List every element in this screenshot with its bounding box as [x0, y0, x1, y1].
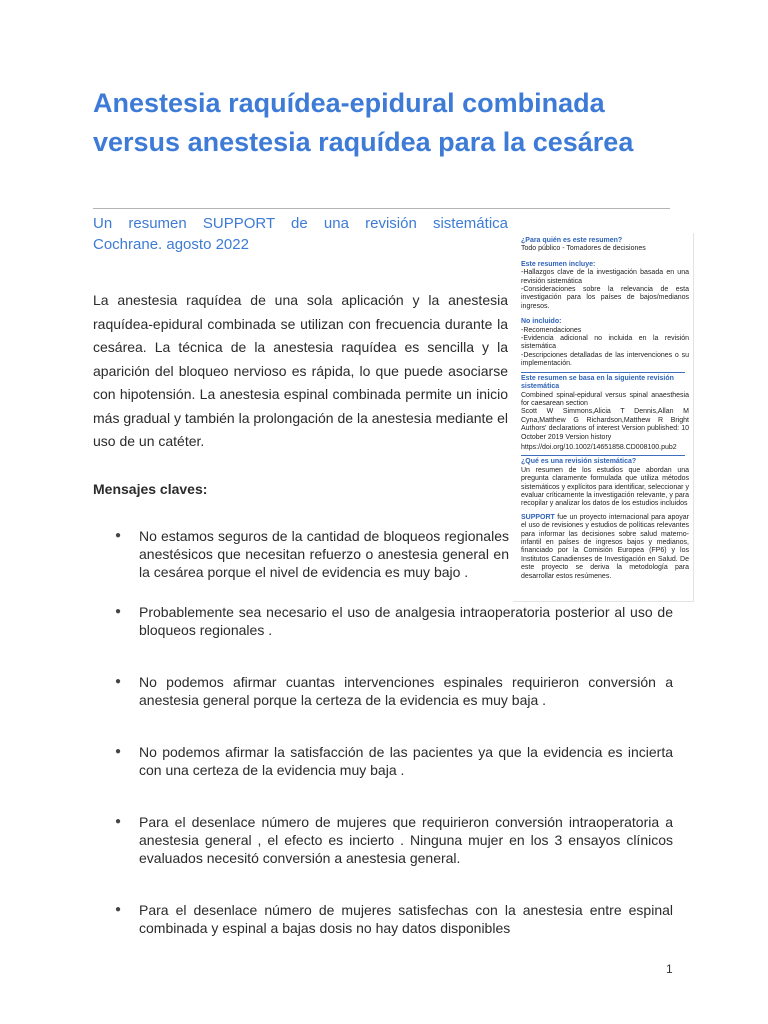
sidebar-includes-item: -Consideraciones sobre la relevancia de esta investigación para los países de bajos/medianos ingresos. [521, 286, 689, 310]
subtitle-line-1: Un resumen SUPPORT de una revisión sistemática [93, 215, 508, 232]
bullet-icon: ● [115, 530, 122, 541]
key-messages-heading: Mensajes claves: [93, 481, 208, 497]
list-item-text: Probablemente sea necesario el uso de analgesia intraoperatoria posterior al uso de bloqueos regionales . [139, 604, 673, 638]
list-item-text: No estamos seguros de la cantidad de bloqueos regionales anestésicos que necesitan refuerzo o anestesia general en la cesárea porque el nivel de evidencia es muy bajo . [139, 528, 509, 580]
sidebar-review-authors: Scott W Simmons,Alicia T Dennis,Allan M Cyna,Matthew G Richardson,Matthew R Bright Authors' declarations of interest Version published: 10 October 2019 Version history [521, 408, 689, 441]
sidebar-excludes-item: -Evidencia adicional no incluida en la revisión sistemática [521, 335, 689, 351]
list-item [93, 673, 673, 709]
intro-paragraph: La anestesia raquídea de una sola aplicación y la anestesia raquídea‑epidural combinada se utilizan con frecuencia durante la cesárea. La técnica de la anestesia raquídea es sencilla y la aparición del bloqueo nervioso es rápida, lo que puede asociarse con hipotensión. La anestesia espinal combinada permite un inicio más gradual y también la prolongación de la anestesia mediante el uso de un catéter. [93, 292, 508, 449]
list-item-text: Para el desenlace número de mujeres satisfechas con la anestesia entre espinal combinada y espinal a bajas dosis no hay datos disponibles [139, 902, 673, 936]
sidebar-review-doi[interactable]: https://doi.org/10.1002/14651858.CD008100.pub2 [521, 443, 677, 451]
sidebar-excludes-item: -Recomendaciones [521, 326, 582, 334]
page-title: Anestesia raquídea‑epidural combinada versus anestesia raquídea para la cesárea [93, 88, 634, 157]
title-divider [93, 208, 670, 209]
sidebar-includes-item: -Hallazgos clave de la investigación basada en una revisión sistemática [521, 269, 689, 285]
sidebar-support-label: SUPPORT [521, 513, 555, 521]
subtitle [93, 213, 508, 255]
sidebar-excludes-item: -Descripciones detalladas de las intervenciones o su implementación. [521, 351, 689, 368]
sidebar-review-title: Combined spinal‑epidural versus spinal anaesthesia for caesarean section [521, 391, 689, 407]
sidebar-audience-text: Todo público - Tomadores de decisiones [521, 245, 646, 253]
sidebar-divider [521, 455, 685, 456]
bullet-icon: ● [115, 904, 122, 915]
list-item-text: Para el desenlace número de mujeres que requirieron conversión intraoperatoria a anestesia general , el efecto es incierto . Ninguna mujer en los 3 ensayos clínicos evaluados necesitó conversión a anestesia general. [139, 814, 673, 866]
bullet-icon: ● [115, 746, 122, 757]
bullet-icon: ● [115, 816, 122, 827]
bullet-icon: ● [115, 606, 122, 617]
sidebar-what-text: Un resumen de los estudios que abordan una pregunta claramente formulada que utiliza métodos sistemáticos y explícitos para identificar, seleccionar y evaluar críticamente la investigación relevante, y para recopilar y analizar los datos de los estudios incluidos [521, 466, 689, 508]
list-item-text: No podemos afirmar la satisfacción de las pacientes ya que la evidencia es incierta con una certeza de la evidencia muy baja . [139, 744, 673, 778]
list-item [93, 527, 509, 581]
sidebar-divider [521, 372, 685, 373]
sidebar-includes-heading: Este resumen incluye: [521, 260, 596, 268]
sidebar-based-on-heading: Este resumen se basa en la siguiente revisión sistemática [521, 374, 674, 391]
key-messages-list [93, 527, 673, 971]
list-item [93, 813, 673, 867]
list-item [93, 603, 673, 639]
sidebar-audience-heading: ¿Para quién es este resumen? [521, 237, 623, 244]
sidebar-support-text: fue un proyecto internacional para apoyar el uso de revisiones y estudios de políticas relevantes para informar las decisiones sobre salud materno-infantil en países de ingresos bajos y medianos, financiado por la Comisión Europea (FP6) y los Institutos Canadienses de Investigación en Salud. De este proyecto se deriva la metodología para desarrollar estos resúmenes. [521, 513, 689, 580]
list-item [93, 743, 673, 779]
page-number: 1 [666, 962, 673, 976]
sidebar-excludes-heading: No incluido: [521, 318, 562, 326]
bullet-icon: ● [115, 676, 122, 687]
list-item-text: No podemos afirmar cuantas intervenciones espinales requirieron conversión a anestesia general porque la certeza de la evidencia es muy baja . [139, 674, 673, 708]
sidebar-what-heading: ¿Qué es una revisión sistemática? [521, 458, 637, 466]
subtitle-line-2: Cochrane. agosto 2022 [93, 236, 249, 253]
list-item [93, 901, 673, 937]
